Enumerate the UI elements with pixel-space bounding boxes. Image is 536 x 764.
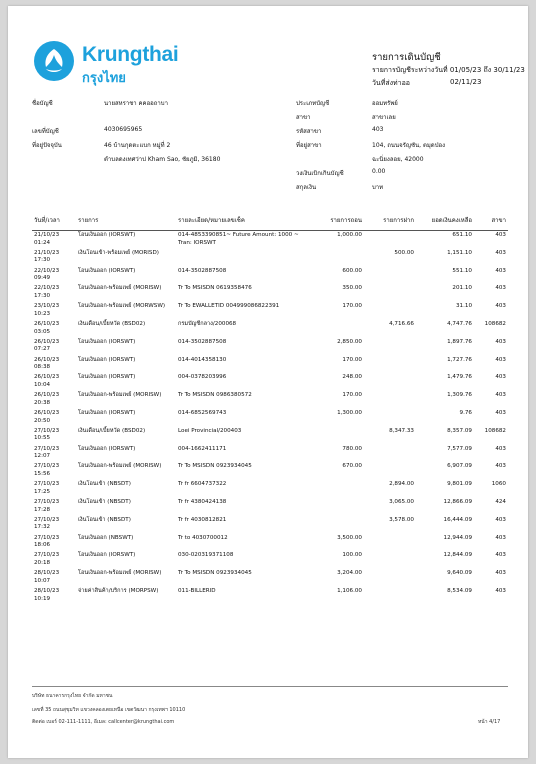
cell-withdrawal: 1,000.00 bbox=[337, 232, 362, 238]
col-header-branch: สาขา bbox=[474, 212, 508, 231]
cell-deposit bbox=[364, 231, 416, 249]
footer-contact: ติดต่อ เบอร์ 02-111-1111, อีเมล: callcenter@krungthai.com bbox=[32, 719, 175, 725]
table-row bbox=[32, 356, 508, 374]
cell-deposit bbox=[364, 373, 416, 391]
cell-description: เงินเดือน/เบี้ยหวัด (BSD02) bbox=[78, 427, 146, 434]
footer-divider bbox=[32, 686, 508, 687]
cell-branch: 403 bbox=[495, 267, 506, 274]
cell-detail: Tr To MSISDN 0923934045 bbox=[178, 570, 252, 577]
cell-branch: 403 bbox=[495, 392, 506, 399]
cell-balance: 1,897.76 bbox=[447, 338, 472, 345]
table-row bbox=[32, 480, 508, 498]
cell-description: โอนเงินออก (IORSWT) bbox=[78, 267, 136, 274]
cell-date-value: 21/10/23 bbox=[34, 232, 60, 238]
cell-description: เงินโอนเข้า-พร้อมเพย์ (MORISD) bbox=[78, 249, 159, 256]
cell-deposit: 4,716.66 bbox=[389, 320, 414, 327]
cell-date bbox=[32, 320, 76, 338]
cell-detail: 004-0378203996 bbox=[178, 374, 227, 381]
cell-date bbox=[32, 302, 76, 320]
branch-address-line-2: ฉะนิ่ยงลอย, 42000 bbox=[372, 156, 424, 163]
cell-branch: 108682 bbox=[484, 320, 506, 327]
cell-branch: 403 bbox=[495, 445, 506, 452]
cell-deposit: 500.00 bbox=[394, 249, 414, 256]
cell-date bbox=[32, 445, 76, 463]
cell-time-value: 10:04 bbox=[34, 381, 51, 388]
cell-detail: Tr To MSISDN 0923934045 bbox=[178, 463, 252, 470]
cell-date bbox=[32, 516, 76, 534]
cell-description: โอนเงินออก-พร้อมเพย์ (MORISW) bbox=[78, 570, 162, 577]
cell-branch: 403 bbox=[495, 356, 506, 363]
statement-period: รายการบัญชีระหว่างวันที่ 01/05/23 ถึง 30/11/23 bbox=[372, 66, 525, 74]
cell-balance: 12,944.09 bbox=[443, 534, 472, 541]
cell-balance: 9,640.09 bbox=[447, 570, 472, 577]
cell-branch: 403 bbox=[495, 570, 506, 577]
cell-withdrawal: 600.00 bbox=[342, 267, 362, 274]
bank-name-th: กรุงไทย bbox=[82, 71, 126, 86]
overdraft-value: 0.00 bbox=[372, 168, 386, 175]
cell-date-value: 22/10/23 bbox=[34, 285, 60, 292]
cell-deposit bbox=[364, 356, 416, 374]
cell-branch: 1060 bbox=[491, 481, 506, 488]
cell-description: โอนเงินออก (IORSWT) bbox=[78, 374, 136, 381]
cell-branch: 403 bbox=[495, 338, 506, 345]
cell-date bbox=[32, 427, 76, 445]
cell-detail: 030-020319371108 bbox=[178, 552, 234, 559]
cell-date bbox=[32, 249, 76, 267]
cell-date bbox=[32, 569, 76, 587]
cell-deposit bbox=[364, 267, 416, 285]
cell-branch: 403 bbox=[495, 587, 506, 594]
cell-balance: 9.76 bbox=[459, 409, 472, 416]
cell-withdrawal: 350.00 bbox=[342, 285, 362, 292]
cell-description: เงินโอนเข้า (NBSDT) bbox=[78, 498, 131, 505]
cell-description: โอนเงินออก (IORSWT) bbox=[78, 356, 136, 363]
table-row bbox=[32, 445, 508, 463]
cell-date-value: 26/10/23 bbox=[34, 409, 60, 416]
branch-code-label: รหัสสาขา bbox=[296, 128, 322, 135]
cell-deposit bbox=[364, 534, 416, 552]
cell-date-value: 27/10/23 bbox=[34, 463, 60, 470]
cell-withdrawal: 2,850.00 bbox=[337, 338, 362, 345]
branch-address-label: ที่อยู่สาขา bbox=[296, 142, 322, 149]
cell-description: เงินโอนเข้า (NBSDT) bbox=[78, 516, 131, 523]
cell-withdrawal bbox=[310, 320, 364, 338]
cell-detail: 014-6852569743 bbox=[178, 409, 227, 416]
cell-deposit: 8,347.33 bbox=[389, 427, 414, 434]
cell-balance: 12,844.09 bbox=[443, 552, 472, 559]
table-row bbox=[32, 249, 508, 267]
cell-time-value: 20:18 bbox=[34, 559, 51, 566]
cell-branch: 403 bbox=[495, 303, 506, 310]
cell-description: โอนเงินออก-พร้อมเพย์ (MORISW) bbox=[78, 392, 162, 399]
cell-time-value: 03:05 bbox=[34, 328, 51, 335]
cell-time-value: 12:07 bbox=[34, 453, 51, 460]
cell-branch: 403 bbox=[495, 285, 506, 292]
cell-detail: 014-4014358130 bbox=[178, 356, 227, 363]
cell-deposit bbox=[364, 409, 416, 427]
cell-deposit bbox=[364, 284, 416, 302]
cell-withdrawal bbox=[310, 427, 364, 445]
cell-date-value: 26/10/23 bbox=[34, 320, 60, 327]
col-header-date: วันที่/เวลา bbox=[32, 212, 76, 231]
cell-detail: Tr To EWALLETID 004999086822391 bbox=[178, 303, 280, 310]
currency-label: สกุลเงิน bbox=[296, 184, 317, 191]
table-row bbox=[32, 427, 508, 445]
cell-detail: 014-4853390851~ Future Amount: 1000 ~ Tran: IORSWT bbox=[178, 232, 299, 246]
cell-detail: 014-3502887508 bbox=[178, 267, 227, 274]
cell-time-value: 17:30 bbox=[34, 257, 51, 264]
cell-date bbox=[32, 267, 76, 285]
cell-description: โอนเงินออก (IORSWT) bbox=[78, 232, 136, 238]
cell-branch: 403 bbox=[495, 552, 506, 559]
krungthai-bird-logo-icon bbox=[34, 41, 74, 81]
cell-date-value: 22/10/23 bbox=[34, 267, 60, 274]
cell-description: โอนเงินออก-พร้อมเพย์ (MORISW) bbox=[78, 463, 162, 470]
table-row bbox=[32, 231, 508, 249]
account-type-value: ออมทรัพย์ bbox=[372, 100, 398, 107]
table-row bbox=[32, 391, 508, 409]
cell-date-value: 27/10/23 bbox=[34, 534, 60, 541]
printed-date-label: วันที่ส่งท่าออ bbox=[372, 79, 410, 87]
table-row bbox=[32, 569, 508, 587]
printed-date-value: 02/11/23 bbox=[450, 78, 482, 86]
col-header-detail: รายละเอียด/หมายเลขเช็ค bbox=[176, 212, 310, 231]
cell-withdrawal bbox=[310, 498, 364, 516]
table-row bbox=[32, 373, 508, 391]
cell-time-value: 10:19 bbox=[34, 595, 51, 602]
cell-balance: 12,866.09 bbox=[443, 498, 472, 505]
footer-company: บริษัท ธนาคารกรุงไทย จำกัด มหาชน bbox=[32, 693, 113, 699]
cell-date bbox=[32, 409, 76, 427]
col-header-description: รายการ bbox=[76, 212, 176, 231]
cell-date-value: 27/10/23 bbox=[34, 445, 60, 452]
cell-detail: Tr fr 6604737322 bbox=[178, 481, 227, 488]
cell-date bbox=[32, 373, 76, 391]
cell-withdrawal bbox=[310, 249, 364, 267]
cell-time-value: 17:32 bbox=[34, 524, 51, 531]
cell-balance: 651.10 bbox=[452, 232, 472, 238]
table-header-row bbox=[32, 212, 508, 231]
cell-date bbox=[32, 551, 76, 569]
cell-balance: 7,577.09 bbox=[447, 445, 472, 452]
address-label: ที่อยู่ปัจจุบัน bbox=[32, 142, 62, 149]
branch-code-value: 403 bbox=[372, 126, 384, 133]
cell-branch: 403 bbox=[495, 232, 506, 238]
cell-date bbox=[32, 587, 76, 605]
cell-time-value: 18:06 bbox=[34, 542, 51, 549]
table-row bbox=[32, 534, 508, 552]
cell-date-value: 27/10/23 bbox=[34, 427, 60, 434]
footer-page-number: หน้า 4/17 bbox=[478, 719, 501, 725]
cell-description: โอนเงินออก (IORSWT) bbox=[78, 445, 136, 452]
cell-withdrawal: 248.00 bbox=[342, 374, 362, 381]
transactions-table bbox=[32, 212, 508, 605]
cell-deposit bbox=[364, 445, 416, 463]
cell-branch: 108682 bbox=[484, 427, 506, 434]
cell-date bbox=[32, 338, 76, 356]
account-type-label: ประเภทบัญชี bbox=[296, 100, 330, 107]
cell-balance: 8,534.09 bbox=[447, 587, 472, 594]
cell-description: โอนเงินออก (IORSWT) bbox=[78, 552, 136, 559]
cell-time-value: 17:30 bbox=[34, 292, 51, 299]
cell-time-value: 07:27 bbox=[34, 346, 51, 353]
cell-balance: 8,357.09 bbox=[447, 427, 472, 434]
cell-deposit: 2,894.00 bbox=[389, 481, 414, 488]
table-row bbox=[32, 587, 508, 605]
cell-description: โอนเงินออก (IORSWT) bbox=[78, 409, 136, 416]
cell-balance: 1,479.76 bbox=[447, 374, 472, 381]
col-header-balance: ยอดเงินคงเหลือ bbox=[416, 212, 474, 231]
cell-detail: Tr To MSISDN 0619358476 bbox=[178, 285, 252, 292]
cell-description: จ่ายค่าสินค้า/บริการ (MORPSW) bbox=[78, 587, 159, 594]
cell-description: เงินเดือน/เบี้ยหวัด (BSD02) bbox=[78, 320, 146, 327]
table-row bbox=[32, 267, 508, 285]
table-row bbox=[32, 320, 508, 338]
cell-time-value: 20:38 bbox=[34, 399, 51, 406]
cell-date-value: 28/10/23 bbox=[34, 570, 60, 577]
cell-deposit bbox=[364, 587, 416, 605]
cell-date-value: 27/10/23 bbox=[34, 516, 60, 523]
table-row bbox=[32, 462, 508, 480]
cell-description: โอนเงินออก-พร้อมเพย์ (MORISW) bbox=[78, 285, 162, 292]
cell-date-value: 26/10/23 bbox=[34, 356, 60, 363]
cell-balance: 1,309.76 bbox=[447, 392, 472, 399]
cell-date-value: 28/10/23 bbox=[34, 587, 60, 594]
cell-time-value: 08:38 bbox=[34, 364, 51, 371]
cell-branch: 403 bbox=[495, 374, 506, 381]
transactions-body bbox=[32, 231, 508, 605]
cell-detail: 014-3502887508 bbox=[178, 338, 227, 345]
cell-deposit bbox=[364, 569, 416, 587]
footer-address: เลขที่ 35 ถนนสุขุมวิท แขวงคลองเตยเหนือ เขตวัฒนา กรุงเทพฯ 10110 bbox=[32, 707, 186, 713]
cell-withdrawal: 3,204.00 bbox=[337, 570, 362, 577]
cell-branch: 403 bbox=[495, 534, 506, 541]
cell-detail bbox=[176, 249, 310, 267]
cell-deposit bbox=[364, 551, 416, 569]
cell-branch: 403 bbox=[495, 249, 506, 256]
cell-branch: 403 bbox=[495, 463, 506, 470]
cell-date-value: 27/10/23 bbox=[34, 552, 60, 559]
cell-deposit bbox=[364, 462, 416, 480]
bank-logo bbox=[34, 41, 194, 91]
cell-withdrawal: 1,300.00 bbox=[337, 409, 362, 416]
cell-date bbox=[32, 231, 76, 249]
statement-page bbox=[8, 6, 528, 758]
cell-description: โอนเงินออก (NBSWT) bbox=[78, 534, 134, 541]
cell-balance: 551.10 bbox=[452, 267, 472, 274]
currency-value: บาท bbox=[372, 184, 384, 191]
table-row bbox=[32, 551, 508, 569]
table-row bbox=[32, 302, 508, 320]
cell-time-value: 10:55 bbox=[34, 435, 51, 442]
branch-label: สาขา bbox=[296, 114, 311, 121]
cell-deposit bbox=[364, 338, 416, 356]
cell-time-value: 10:23 bbox=[34, 310, 51, 317]
cell-deposit: 3,578.00 bbox=[389, 516, 414, 523]
cell-balance: 16,444.09 bbox=[443, 516, 472, 523]
cell-balance: 4,747.76 bbox=[447, 320, 472, 327]
col-header-deposit: รายการฝาก bbox=[364, 212, 416, 231]
cell-time-value: 20:50 bbox=[34, 417, 51, 424]
cell-description: เงินโอนเข้า (NBSDT) bbox=[78, 481, 131, 488]
cell-date bbox=[32, 480, 76, 498]
account-name-label: ชื่อบัญชี bbox=[32, 100, 53, 107]
cell-deposit bbox=[364, 302, 416, 320]
cell-balance: 9,801.09 bbox=[447, 481, 472, 488]
cell-withdrawal: 170.00 bbox=[342, 392, 362, 399]
cell-detail: 004-1662411171 bbox=[178, 445, 227, 452]
cell-branch: 403 bbox=[495, 409, 506, 416]
cell-deposit: 3,065.00 bbox=[389, 498, 414, 505]
cell-time-value: 10:07 bbox=[34, 577, 51, 584]
statement-title: รายการเดินบัญชี bbox=[372, 52, 441, 63]
cell-date-value: 27/10/23 bbox=[34, 481, 60, 488]
cell-date bbox=[32, 534, 76, 552]
cell-time-value: 17:28 bbox=[34, 506, 51, 513]
address-line-2: ตำบลดงเทศว่าป Kham Sao, ชัยภูมิ, 36180 bbox=[104, 156, 221, 163]
cell-branch: 424 bbox=[495, 498, 506, 505]
cell-withdrawal bbox=[310, 516, 364, 534]
cell-date bbox=[32, 284, 76, 302]
branch-value: สาขาเลย bbox=[372, 114, 396, 121]
cell-balance: 201.10 bbox=[452, 285, 472, 292]
cell-description: โอนเงินออก (IORSWT) bbox=[78, 338, 136, 345]
cell-detail: กรมบัญชีกลาง/200068 bbox=[178, 320, 237, 327]
cell-date-value: 26/10/23 bbox=[34, 392, 60, 399]
cell-withdrawal: 170.00 bbox=[342, 303, 362, 310]
account-name-value: นายสหราชา คคออถาบา bbox=[104, 100, 168, 107]
cell-withdrawal: 670.00 bbox=[342, 463, 362, 470]
cell-date-value: 26/10/23 bbox=[34, 374, 60, 381]
cell-time-value: 01:24 bbox=[34, 239, 51, 246]
cell-detail: Tr fr 4380424138 bbox=[178, 498, 227, 505]
cell-withdrawal: 3,500.00 bbox=[337, 534, 362, 541]
cell-balance: 1,727.76 bbox=[447, 356, 472, 363]
cell-date bbox=[32, 391, 76, 409]
bank-name-en: Krungthai bbox=[82, 43, 179, 66]
cell-date-value: 23/10/23 bbox=[34, 303, 60, 310]
cell-withdrawal: 780.00 bbox=[342, 445, 362, 452]
table-row bbox=[32, 284, 508, 302]
cell-withdrawal: 100.00 bbox=[342, 552, 362, 559]
cell-balance: 6,907.09 bbox=[447, 463, 472, 470]
cell-balance: 31.10 bbox=[455, 303, 472, 310]
cell-date bbox=[32, 498, 76, 516]
cell-detail: Loei Provincial/200403 bbox=[178, 427, 242, 434]
cell-detail: Tr To MSISDN 0986380572 bbox=[178, 392, 252, 399]
table-row bbox=[32, 338, 508, 356]
cell-date-value: 27/10/23 bbox=[34, 498, 60, 505]
table-row bbox=[32, 409, 508, 427]
cell-deposit bbox=[364, 391, 416, 409]
cell-date-value: 21/10/23 bbox=[34, 249, 60, 256]
cell-date bbox=[32, 356, 76, 374]
table-row bbox=[32, 516, 508, 534]
cell-detail: Tr to 4030700012 bbox=[178, 534, 228, 541]
cell-withdrawal: 1,106.00 bbox=[337, 587, 362, 594]
overdraft-label: วงเงินเบิกเกินบัญชี bbox=[296, 170, 344, 177]
table-row bbox=[32, 498, 508, 516]
cell-withdrawal: 170.00 bbox=[342, 356, 362, 363]
cell-description: โอนเงินออก-พร้อมเพย์ (MORWSW) bbox=[78, 303, 166, 310]
account-number-value: 4030695965 bbox=[104, 126, 143, 133]
address-line-1: 46 บ้านกุดตะแบก หมู่ที่ 2 bbox=[104, 142, 171, 149]
cell-detail: 011-BILLERID bbox=[178, 587, 216, 594]
cell-date-value: 26/10/23 bbox=[34, 338, 60, 345]
branch-address-line-1: 104, ถนนจรัญซัน, ตมุดป่อง bbox=[372, 142, 446, 149]
cell-withdrawal bbox=[310, 480, 364, 498]
account-number-label: เลขที่บัญชี bbox=[32, 128, 59, 135]
cell-time-value: 09:49 bbox=[34, 275, 51, 282]
cell-branch: 403 bbox=[495, 516, 506, 523]
cell-time-value: 15:56 bbox=[34, 470, 51, 477]
cell-date bbox=[32, 462, 76, 480]
cell-time-value: 17:25 bbox=[34, 488, 51, 495]
cell-balance: 1,151.10 bbox=[447, 249, 472, 256]
col-header-withdrawal: รายการถอน bbox=[310, 212, 364, 231]
cell-detail: Tr fr 4030812821 bbox=[178, 516, 227, 523]
